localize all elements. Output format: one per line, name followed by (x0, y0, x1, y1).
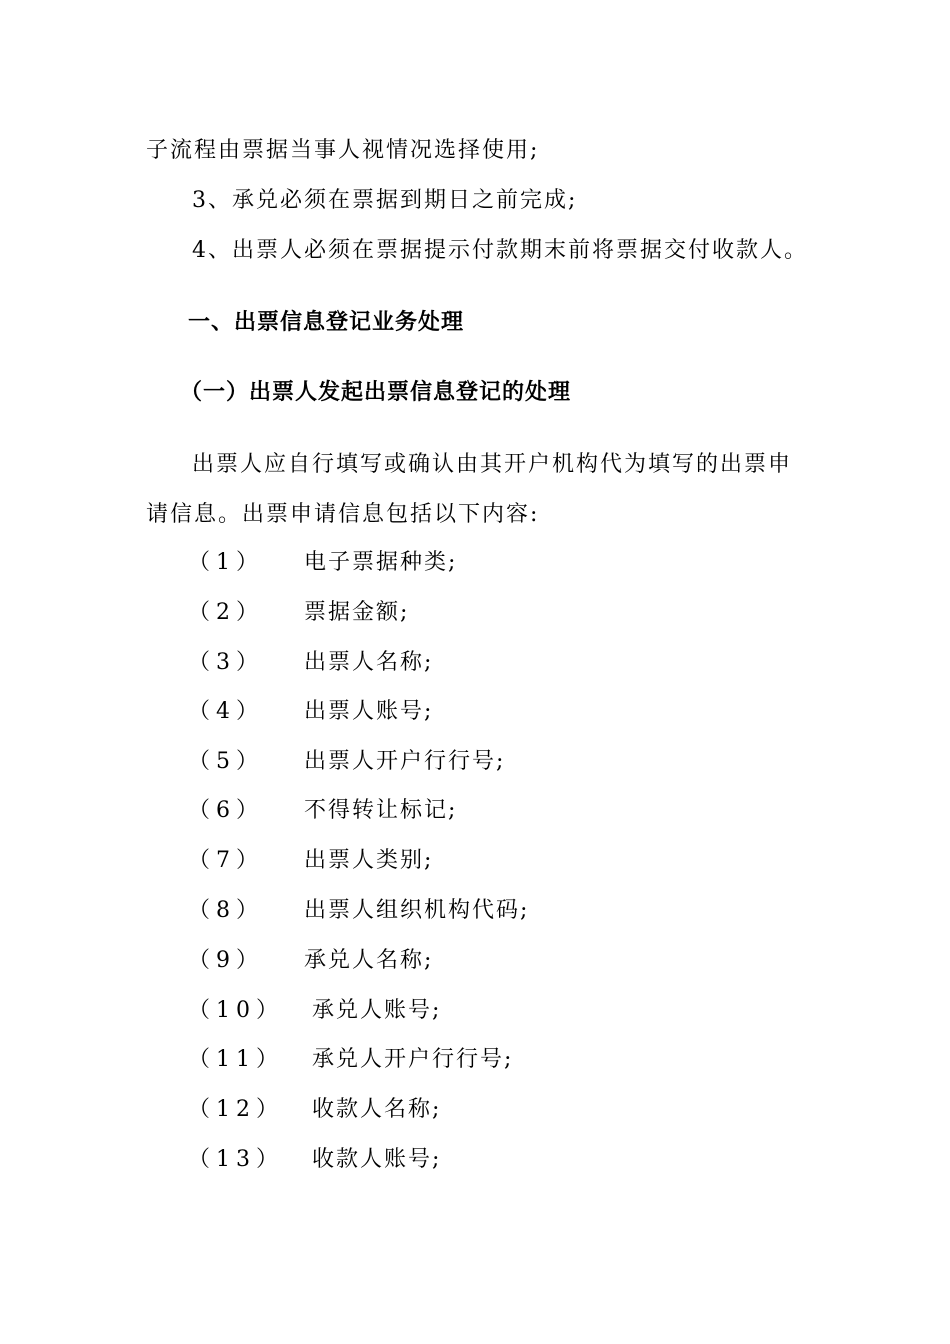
paragraph-continuation: 子流程由票据当事人视情况选择使用; (146, 138, 540, 163)
list-item-text: 电子票据种类; (304, 550, 458, 575)
list-item-text: 出票人账号; (304, 699, 434, 724)
section-heading: 一、出票信息登记业务处理 (188, 310, 465, 335)
list-item-number: （1） (188, 550, 264, 575)
list-item-number: （7） (188, 848, 264, 873)
list-item-number: （11） (188, 1047, 284, 1072)
list-item-text: 收款人账号; (312, 1147, 442, 1172)
list-item-number: （4） (188, 699, 264, 724)
list-item-text: 承兑人账号; (312, 998, 442, 1023)
subsection-heading: （一）出票人发起出票信息登记的处理 (180, 380, 572, 405)
list-item-number: （9） (188, 948, 264, 973)
list-item-text: 收款人名称; (312, 1097, 442, 1122)
list-item-number: （2） (188, 600, 264, 625)
list-item-text: 出票人开户行行号; (304, 749, 506, 774)
list-item-number: （5） (188, 749, 264, 774)
paragraph-intro-line-2: 请信息。出票申请信息包括以下内容: (146, 502, 540, 527)
list-item-number: （12） (188, 1097, 284, 1122)
list-item-text: 出票人名称; (304, 650, 434, 675)
paragraph-intro-line-1: 出票人应自行填写或确认由其开户机构代为填写的出票申 (192, 452, 793, 477)
list-item-text: 出票人组织机构代码; (304, 898, 530, 923)
list-item-number: （10） (188, 998, 284, 1023)
list-item-text: 票据金额; (304, 600, 410, 625)
list-item-text: 出票人类别; (304, 848, 434, 873)
paragraph-rule-3: 3、承兑必须在票据到期日之前完成; (192, 188, 578, 213)
list-item-text: 不得转让标记; (304, 798, 458, 823)
list-item-number: （13） (188, 1147, 284, 1172)
list-item-text: 承兑人开户行行号; (312, 1047, 514, 1072)
list-item-number: （6） (188, 798, 264, 823)
list-item-number: （8） (188, 898, 264, 923)
paragraph-rule-4: 4、出票人必须在票据提示付款期末前将票据交付收款人。 (192, 238, 808, 263)
list-item-text: 承兑人名称; (304, 948, 434, 973)
list-item-number: （3） (188, 650, 264, 675)
